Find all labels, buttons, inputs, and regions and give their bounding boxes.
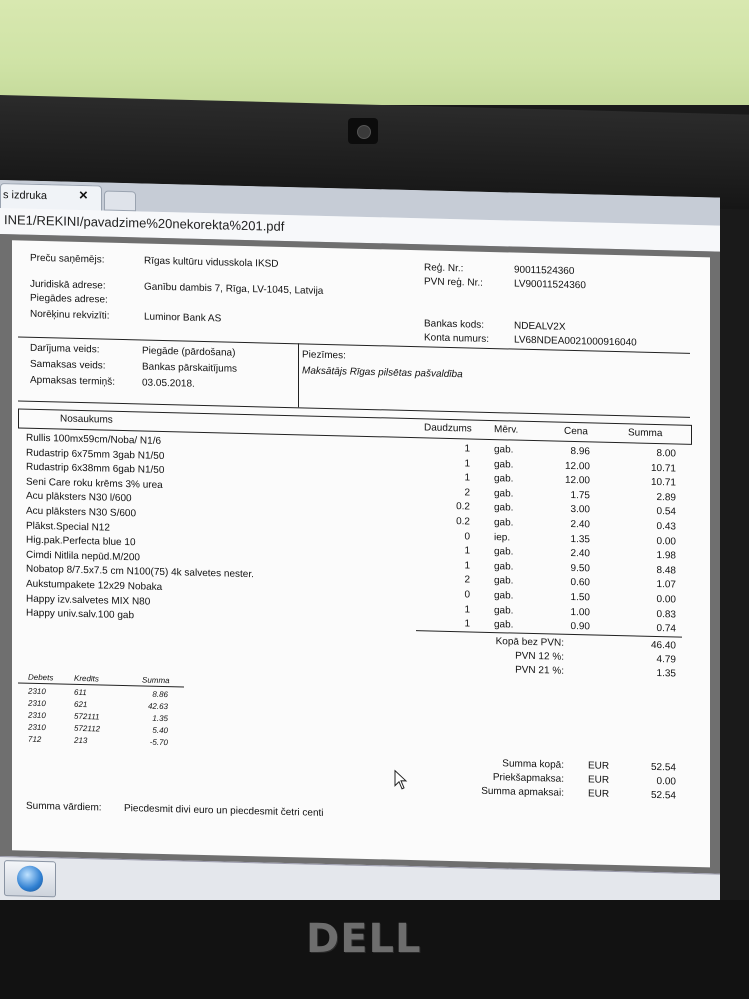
item-unit: gab. — [494, 604, 514, 617]
item-qty: 1 — [464, 618, 470, 630]
item-price: 0.90 — [570, 621, 590, 633]
acc-sum: 1.35 — [152, 713, 168, 724]
item-sum: 0.54 — [656, 506, 676, 518]
acc-debit: 2310 — [28, 686, 46, 697]
col-sum: Summa — [628, 427, 663, 440]
item-unit: gab. — [494, 458, 514, 471]
new-tab-button[interactable] — [104, 191, 136, 212]
account-value: LV68NDEA0021000916040 — [514, 334, 637, 349]
vat-reg-value: LV90011524360 — [514, 278, 586, 292]
item-unit: gab. — [494, 473, 514, 485]
invoice-page — [12, 240, 710, 867]
item-name: Seni Care roku krēms 3% urea — [26, 476, 163, 491]
item-price: 8.96 — [570, 445, 590, 458]
acc-credit: 572111 — [74, 711, 100, 722]
acc-debit: 2310 — [28, 722, 46, 733]
item-qty: 1 — [464, 545, 470, 557]
total-value: 52.54 — [650, 761, 676, 774]
tab-label: s izdruka — [3, 189, 48, 203]
item-sum: 0.00 — [656, 535, 676, 548]
notes-label: Piezīmes: — [302, 349, 346, 362]
tab-invoice[interactable] — [0, 183, 102, 211]
acc-sum: -5.70 — [149, 737, 168, 748]
words-label: Summa vārdiem: — [26, 800, 102, 814]
item-sum: 8.48 — [656, 564, 676, 577]
item-unit: gab. — [494, 517, 514, 529]
rule — [298, 343, 299, 407]
acc-col-sum: Summa — [142, 675, 170, 686]
total-value: 52.54 — [650, 789, 676, 802]
acc-sum: 5.40 — [152, 725, 168, 736]
payment-type-value: Bankas pārskaitījums — [142, 361, 238, 375]
deal-type-value: Piegāde (pārdošana) — [142, 345, 236, 359]
pdf-viewer — [0, 234, 720, 874]
item-price: 0.60 — [570, 577, 590, 589]
legal-address-value: Ganību dambis 7, Rīga, LV-1045, Latvija — [144, 281, 324, 297]
item-unit: gab. — [494, 560, 514, 573]
col-unit: Mērv. — [494, 424, 519, 436]
item-name: Nobatop 8/7.5x7.5 cm N100(75) 4k salvetes nester. — [26, 564, 254, 581]
item-price: 2.40 — [570, 518, 590, 531]
item-price: 1.75 — [570, 489, 590, 502]
item-name: Rudastrip 6x38mm 6gab N1/50 — [26, 461, 165, 477]
acc-debit: 2310 — [28, 698, 46, 709]
total-currency: EUR — [588, 788, 610, 800]
item-price: 12.00 — [564, 460, 590, 473]
item-qty: 1 — [464, 457, 470, 470]
total-currency: EUR — [588, 774, 610, 786]
item-sum: 10.71 — [650, 462, 676, 475]
webcam-icon — [348, 118, 378, 144]
bank-details-value: Luminor Bank AS — [144, 311, 222, 325]
close-icon[interactable]: × — [79, 186, 88, 205]
words-value: Piecdesmit divi euro un piecdesmit četri centi — [124, 803, 324, 819]
item-sum: 0.00 — [656, 594, 676, 606]
notes-value: Maksātājs Rīgas pilsētas pašvaldība — [302, 365, 463, 381]
item-qty: 1 — [464, 443, 470, 455]
item-sum: 0.43 — [656, 521, 676, 533]
item-qty: 0 — [464, 530, 470, 543]
laptop-screen — [0, 180, 720, 918]
start-button[interactable] — [4, 860, 56, 897]
item-name: Happy izv.salvetes MIX N80 — [26, 593, 151, 608]
url-text: INE1/REKINI/pavadzime%20nekorekta%201.pdf — [4, 212, 285, 234]
item-sum: 0.83 — [656, 608, 676, 621]
recipient-label: Preču saņēmējs: — [30, 252, 105, 266]
item-qty: 0 — [464, 589, 470, 601]
item-unit: iep. — [494, 531, 511, 544]
item-name: Happy univ.salv.100 gab — [26, 607, 135, 622]
col-qty: Daudzums — [424, 422, 472, 435]
reg-no-label: Reģ. Nr.: — [424, 262, 464, 275]
acc-credit: 611 — [74, 687, 87, 698]
item-unit: gab. — [494, 546, 514, 558]
acc-sum: 42.63 — [147, 701, 168, 712]
dell-logo: DELL — [306, 916, 422, 962]
item-sum: 0.74 — [656, 623, 676, 635]
bank-code-label: Bankas kods: — [424, 318, 485, 331]
item-price: 9.50 — [570, 562, 590, 575]
item-price: 3.00 — [570, 504, 590, 516]
subtotal-label: PVN 12 %: — [515, 650, 564, 663]
col-price: Cena — [564, 425, 588, 438]
item-name: Cimdi Nitlila nepūd.M/200 — [26, 549, 140, 564]
legal-address-label: Juridiskā adrese: — [30, 278, 106, 292]
item-qty: 1 — [464, 560, 470, 572]
item-unit: gab. — [494, 575, 514, 587]
item-unit: gab. — [494, 444, 514, 456]
acc-col-debit: Debets — [28, 672, 54, 683]
item-qty: 0.2 — [456, 516, 470, 528]
item-name: Acu plāksters N30 l/600 — [26, 491, 132, 505]
item-price: 1.35 — [570, 533, 590, 546]
background-wall — [0, 0, 749, 105]
item-qty: 0.2 — [456, 501, 470, 513]
item-name: Aukstumpakete 12x29 Nobaka — [26, 578, 163, 593]
item-name: Plākst.Special N12 — [26, 520, 110, 534]
due-date-label: Apmaksas termiņš: — [30, 374, 116, 388]
account-label: Konta numurs: — [424, 332, 490, 345]
item-name: Rullis 100mx59cm/Noba/ N1/6 — [26, 432, 162, 447]
item-price: 12.00 — [564, 474, 590, 487]
subtotal-value: 46.40 — [650, 639, 676, 652]
acc-debit: 2310 — [28, 710, 46, 721]
item-name: Rudastrip 6x75mm 3gab N1/50 — [26, 447, 165, 462]
item-sum: 8.00 — [656, 448, 676, 460]
item-sum: 1.07 — [656, 579, 676, 591]
item-sum: 1.98 — [656, 550, 676, 562]
item-sum: 10.71 — [650, 477, 676, 489]
reg-no-value: 90011524360 — [514, 264, 575, 278]
item-name: Acu plāksters N30 S/600 — [26, 505, 137, 520]
total-label: Summa kopā: — [502, 758, 564, 771]
delivery-address-label: Piegādes adrese: — [30, 292, 108, 306]
subtotal-label: PVN 21 %: — [515, 664, 564, 677]
subtotal-value: 1.35 — [656, 668, 676, 680]
total-currency: EUR — [588, 760, 610, 772]
acc-credit: 621 — [74, 699, 88, 710]
item-qty: 2 — [464, 574, 470, 586]
total-label: Priekšapmaksa: — [492, 772, 564, 785]
item-unit: gab. — [494, 590, 514, 602]
windows-orb-icon — [17, 865, 43, 892]
acc-sum: 8.86 — [152, 689, 168, 700]
subtotal-value: 4.79 — [656, 654, 676, 666]
acc-debit: 712 — [28, 734, 42, 745]
bank-details-label: Norēķinu rekvizīti: — [30, 308, 110, 322]
item-name: Hig.pak.Perfecta blue 10 — [26, 534, 136, 549]
item-qty: 1 — [464, 472, 470, 484]
mouse-cursor-icon — [394, 770, 408, 790]
item-qty: 1 — [464, 603, 470, 616]
due-date-value: 03.05.2018. — [142, 377, 195, 390]
total-label: Summa apmaksai: — [481, 785, 564, 799]
item-price: 1.50 — [570, 591, 590, 604]
vat-reg-label: PVN reģ. Nr.: — [424, 276, 483, 289]
item-qty: 2 — [464, 487, 470, 499]
subtotal-label: Kopā bez PVN: — [495, 636, 564, 649]
total-value: 0.00 — [656, 776, 676, 788]
item-unit: gab. — [494, 487, 514, 500]
item-sum: 2.89 — [656, 491, 676, 504]
acc-col-credit: Kredīts — [74, 673, 99, 684]
item-unit: gab. — [494, 619, 514, 631]
col-name: Nosaukums — [60, 413, 113, 426]
item-unit: gab. — [494, 502, 514, 514]
item-price: 2.40 — [570, 548, 590, 560]
item-price: 1.00 — [570, 606, 590, 619]
deal-type-label: Darījuma veids: — [30, 342, 100, 356]
acc-credit: 213 — [74, 735, 88, 746]
bank-code-value: NDEALV2X — [514, 320, 566, 333]
payment-type-label: Samaksas veids: — [30, 358, 106, 372]
recipient-value: Rīgas kultūru vidusskola IKSD — [144, 255, 279, 270]
acc-credit: 572112 — [74, 723, 101, 734]
